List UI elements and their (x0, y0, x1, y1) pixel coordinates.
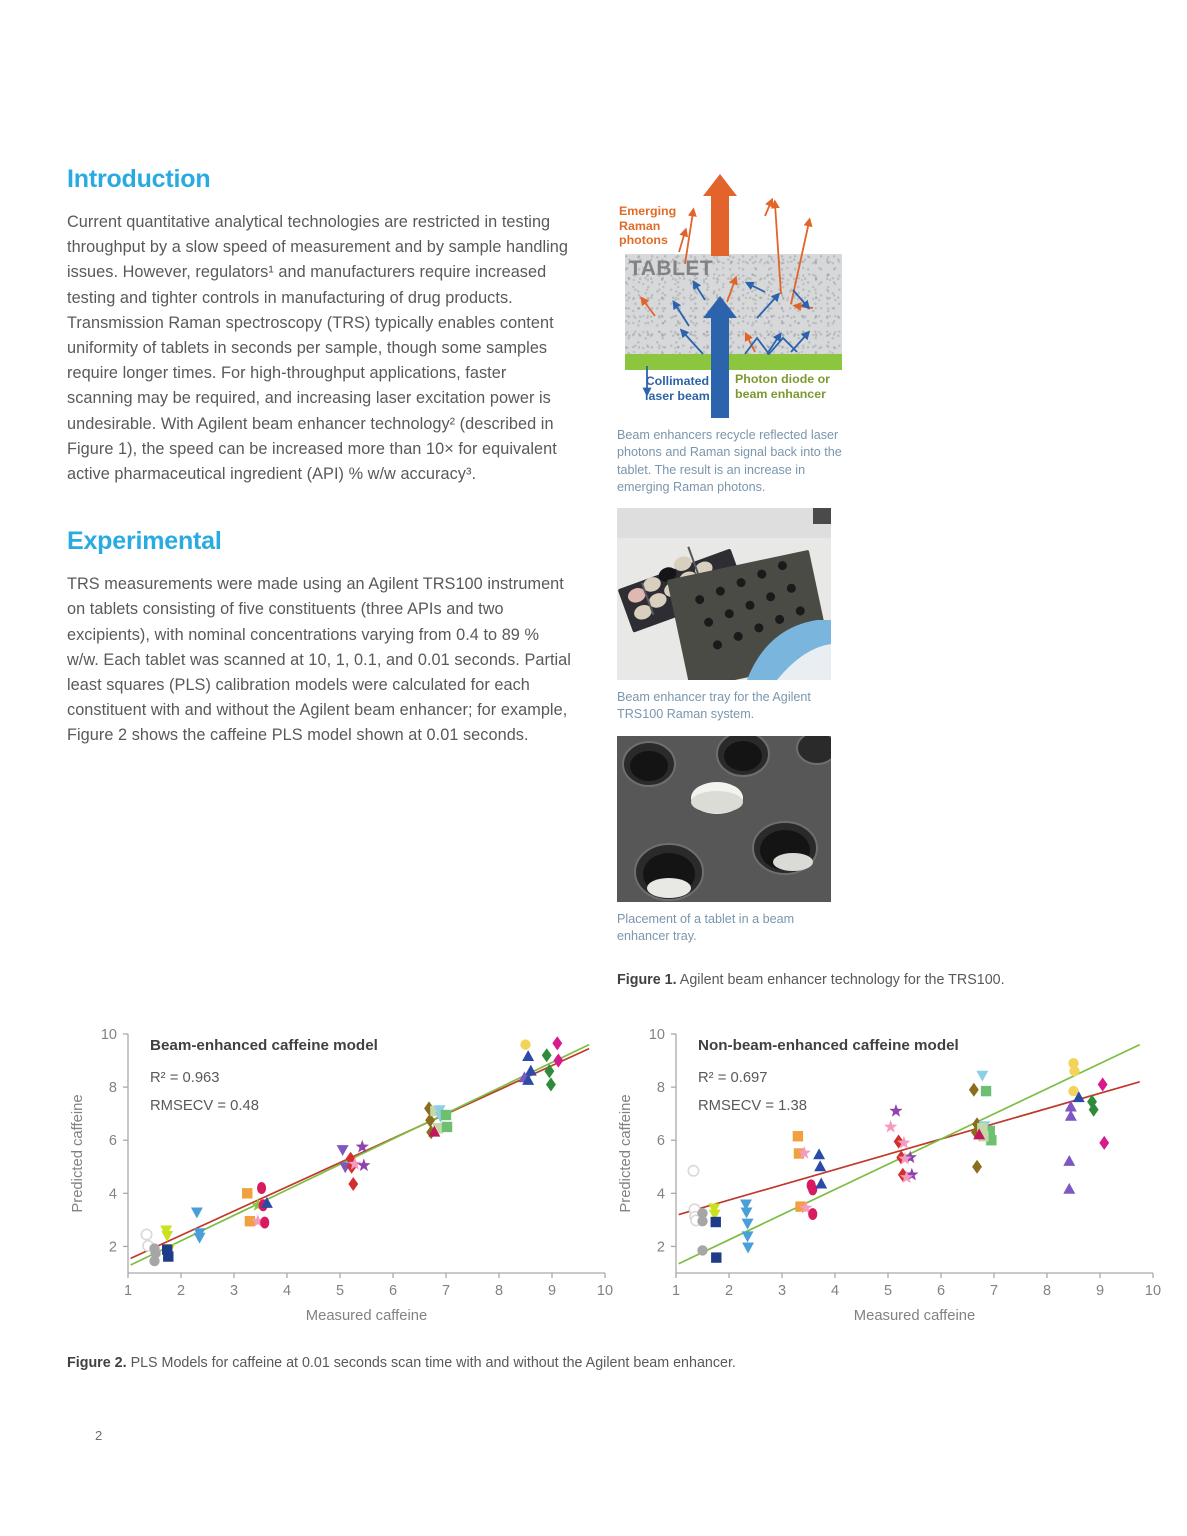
beam-enhancer-diagram (617, 166, 842, 418)
collimated-line-2: laser beam (645, 388, 710, 403)
data-point (553, 1054, 563, 1068)
chart-title: Non-beam-enhanced caffeine model (698, 1037, 959, 1054)
left-text-column (67, 165, 572, 749)
collimated-laser-beam-label (645, 374, 710, 403)
x-axis-label: Measured caffeine (305, 1308, 428, 1324)
x-tick-label: 1 (123, 1283, 133, 1299)
data-point (357, 1158, 370, 1171)
chart-annotation: RMSECV = 1.38 (698, 1098, 807, 1114)
experimental-heading: Experimental (67, 527, 222, 556)
chart-1-svg (608, 1020, 1168, 1330)
collimated-line-1: Collimated (645, 374, 710, 388)
data-point (1099, 1136, 1109, 1150)
x-tick-label: 9 (1095, 1283, 1105, 1299)
data-point (442, 1122, 452, 1132)
data-point (542, 1048, 552, 1062)
tablet-photo-graphic (617, 736, 831, 902)
data-point (741, 1208, 753, 1219)
emerging-raman-photons-label (619, 204, 676, 248)
data-point (552, 1036, 562, 1050)
x-axis-label: Measured caffeine (853, 1308, 976, 1324)
data-point (813, 1148, 825, 1159)
data-point (976, 1071, 988, 1082)
data-point (793, 1131, 803, 1141)
data-point (969, 1083, 979, 1097)
y-tick-label: 8 (656, 1080, 665, 1097)
data-point (688, 1166, 698, 1176)
data-point (163, 1251, 173, 1261)
data-point (1069, 1066, 1079, 1076)
data-point (808, 1208, 817, 1220)
data-point (191, 1208, 203, 1219)
emerging-line-2: Raman (619, 218, 661, 233)
data-point (711, 1217, 721, 1227)
x-tick-label: 8 (494, 1283, 504, 1299)
tray-photo-graphic (617, 508, 831, 680)
x-tick-label: 3 (229, 1283, 239, 1299)
data-point (889, 1104, 902, 1117)
introduction-heading: Introduction (67, 165, 211, 193)
y-tick-label: 4 (656, 1186, 665, 1203)
y-axis-label: Predicted caffeine (70, 1094, 86, 1213)
page-number: 2 (95, 1428, 103, 1443)
x-tick-label: 2 (176, 1283, 186, 1299)
data-point (149, 1256, 159, 1266)
emerging-line-3: photons (619, 233, 668, 248)
data-point (808, 1183, 817, 1195)
data-point (520, 1039, 530, 1049)
experimental-body (67, 572, 572, 748)
chart-beam-enhanced (60, 1020, 620, 1330)
data-point (337, 1145, 349, 1156)
data-point (441, 1110, 451, 1120)
x-tick-label: 10 (596, 1283, 614, 1299)
photon-diode-label (735, 372, 830, 401)
chart-0-svg (60, 1020, 620, 1330)
emerging-raman-arrow (703, 174, 737, 256)
data-point (742, 1243, 754, 1254)
x-tick-label: 6 (388, 1283, 398, 1299)
y-tick-label: 4 (108, 1186, 117, 1203)
data-point (1065, 1110, 1077, 1121)
x-tick-label: 7 (441, 1283, 451, 1299)
data-point (742, 1219, 754, 1230)
figure2-text: PLS Models for caffeine at 0.01 seconds scan time with and without the Agilent beam enhancer. (126, 1355, 736, 1371)
data-point (242, 1188, 252, 1198)
experimental-body-text: TRS measurements were made using an Agilent TRS100 instrument on tablets consisting of five constituents (three APIs and two excipients), with nominal concentrations varying from 0.4 to 89 % w/w. Each tablet was scanned at 10, 1, 0.1, and 0.01 seconds. Partial least squares (PLS) calibration models were calculated for each constituent with and without the Agilent beam enhancer; for example, Figure 2 shows the caffeine PLS model shown at 0.01 seconds. (67, 575, 571, 745)
y-axis-label: Predicted caffeine (618, 1094, 634, 1213)
chart-annotation: RMSECV = 0.48 (150, 1098, 259, 1114)
x-tick-label: 6 (936, 1283, 946, 1299)
data-point (711, 1252, 721, 1262)
chart-annotation: R² = 0.697 (698, 1070, 768, 1086)
data-point (1063, 1155, 1075, 1166)
y-tick-label: 8 (108, 1080, 117, 1097)
photon-line-1: Photon diode or (735, 372, 830, 386)
figure1-text: Agilent beam enhancer technology for the TRS100. (676, 972, 1005, 988)
y-tick-label: 2 (108, 1239, 117, 1256)
data-point (884, 1120, 897, 1133)
data-point (141, 1229, 151, 1239)
chart-annotation: R² = 0.963 (150, 1070, 220, 1086)
data-point (348, 1177, 358, 1191)
diagram-caption: Beam enhancers recycle reflected laser photons and Raman signal back into the tablet. The result is an increase in emerging Raman photons. (617, 428, 842, 494)
data-point (546, 1077, 556, 1091)
data-point (981, 1086, 991, 1096)
y-tick-label: 6 (656, 1133, 665, 1150)
x-tick-label: 8 (1042, 1283, 1052, 1299)
data-point (257, 1182, 266, 1194)
right-figure-column (617, 166, 842, 945)
photo-tablet-placement (617, 736, 831, 902)
x-tick-label: 5 (335, 1283, 345, 1299)
tray-photo-caption: Beam enhancer tray for the Agilent TRS100 Raman system. (617, 690, 811, 722)
data-point (972, 1160, 982, 1174)
data-point (260, 1217, 269, 1229)
tablet-label: TABLET (629, 257, 714, 280)
figure2-caption (67, 1355, 736, 1371)
x-tick-label: 4 (830, 1283, 840, 1299)
data-point (1063, 1183, 1075, 1194)
y-tick-label: 10 (648, 1027, 665, 1043)
data-point (742, 1231, 754, 1242)
data-point (815, 1178, 827, 1189)
data-point (1098, 1077, 1108, 1091)
y-tick-label: 10 (100, 1027, 117, 1043)
data-point (697, 1216, 707, 1226)
x-tick-label: 5 (883, 1283, 893, 1299)
figure2-charts (0, 1020, 1187, 1330)
introduction-body-text: Current quantitative analytical technologies are restricted in testing throughput by a slow speed of measurement and by sample handling issues. However, regulators¹ and manufacturers require increased testing and tighter controls in manufacturing of drug products. Transmission Raman spectroscopy (TRS) typically enables content uniformity of tablets in seconds per sample, though some samples require longer times. For high-throughput applications, faster scanning may be required, and increasing laser excitation power is undesirable. With Agilent beam enhancer technology² (described in Figure 1), the speed can be increased more than 10× for equivalent active pharmaceutical ingredient (API) % w/w accuracy³. (67, 213, 568, 484)
x-tick-label: 3 (777, 1283, 787, 1299)
data-point (194, 1233, 206, 1244)
data-point (522, 1050, 534, 1061)
x-tick-label: 9 (547, 1283, 557, 1299)
chart-non-beam-enhanced (608, 1020, 1168, 1330)
chart-title: Beam-enhanced caffeine model (150, 1037, 378, 1054)
data-point (245, 1216, 255, 1226)
photon-line-2: beam enhancer (735, 386, 826, 401)
tablet-photo-caption: Placement of a tablet in a beam enhancer tray. (617, 911, 795, 944)
data-point (814, 1160, 826, 1171)
figure1-label: Figure 1. (617, 972, 677, 988)
x-tick-label: 2 (724, 1283, 734, 1299)
emerging-line-1: Emerging (619, 204, 677, 218)
x-tick-label: 1 (671, 1283, 681, 1299)
y-tick-label: 2 (656, 1239, 665, 1256)
x-tick-label: 4 (282, 1283, 292, 1299)
photo-beam-enhancer-tray (617, 508, 831, 680)
y-tick-label: 6 (108, 1133, 117, 1150)
figure2-label: Figure 2. (67, 1355, 127, 1371)
x-tick-label: 10 (1144, 1283, 1162, 1299)
introduction-body (67, 210, 572, 487)
data-point (697, 1245, 707, 1255)
figure1-caption (617, 972, 1005, 988)
x-tick-label: 7 (989, 1283, 999, 1299)
